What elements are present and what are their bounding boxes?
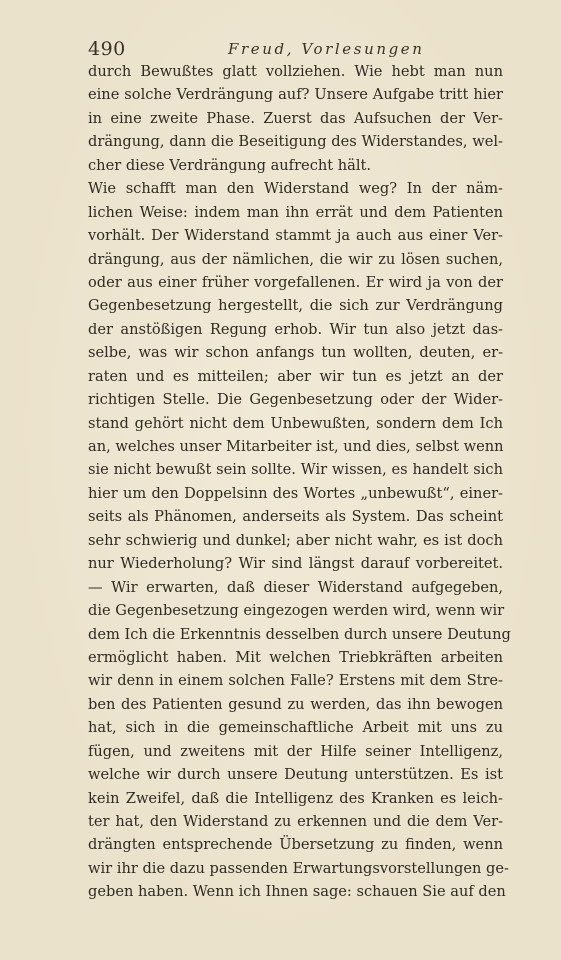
text-line: eine solche Verdrängung auf? Unsere Aufgabe tritt hier [88, 86, 503, 104]
text-line: raten und es mitteilen; aber wir tun es jetzt an der [88, 367, 503, 385]
text-line: wir ihr die dazu passenden Erwartungsvorstellungen ge- [88, 859, 509, 877]
text-line: ter hat, den Widerstand zu erkennen und die dem Ver- [88, 813, 503, 830]
text-line: dem Ich die Erkenntnis desselben durch unsere Deutung [88, 625, 511, 643]
text-line: ben des Patienten gesund zu werden, das ihn bewogen [88, 695, 503, 713]
text-line: cher diese Verdrängung aufrecht hält. [88, 156, 372, 174]
text-line: vorhält. Der Widerstand stammt ja auch aus einer Ver- [88, 227, 503, 245]
text-line: der anstößigen Regung erhob. Wir tun also jetzt das- [88, 320, 503, 338]
text-line: an, welches unser Mitarbeiter ist, und dies, selbst wenn [88, 438, 504, 455]
text-line: Wie schafft man den Widerstand weg? In der näm- [88, 180, 503, 198]
text-line: durch Bewußtes glatt vollziehen. Wie hebt man nun [88, 63, 503, 80]
text-line: drängung, dann die Beseitigung des Widerstandes, wel- [88, 133, 503, 151]
text-line: wir denn in einem solchen Falle? Erstens mit dem Stre- [88, 672, 503, 690]
text-line: drängten entsprechende Übersetzung zu finden, wenn [88, 836, 503, 854]
text-line: nur Wiederholung? Wir sind längst darauf vorbereitet. [88, 555, 503, 573]
text-line: lichen Weise: indem man ihn errät und dem Patienten [88, 203, 503, 221]
page-number: 490 [88, 38, 126, 60]
running-head: Freud, Vorlesungen [228, 40, 425, 58]
text-line: richtigen Stelle. Die Gegenbesetzung oder der Wider- [88, 391, 503, 409]
text-line: sie nicht bewußt sein sollte. Wir wissen, es handelt sich [88, 461, 503, 479]
text-line: welche wir durch unsere Deutung unterstützen. Es ist [88, 766, 503, 784]
text-line: Gegenbesetzung hergestellt, die sich zur Verdrängung [88, 297, 503, 315]
text-line: seits als Phänomen, anderseits als System. Das scheint [88, 508, 503, 526]
text-line: drängung, aus der nämlichen, die wir zu lösen suchen, [88, 250, 503, 268]
text-line: — Wir erwarten, daß dieser Widerstand aufgegeben, [88, 578, 503, 596]
page-header [88, 38, 503, 62]
text-line: sehr schwierig und dunkel; aber nicht wahr, es ist doch [88, 531, 503, 549]
text-line: fügen, und zweitens mit der Hilfe seiner Intelligenz, [88, 742, 503, 760]
text-line: selbe, was wir schon anfangs tun wollten, deuten, er- [88, 344, 503, 362]
text-line: stand gehört nicht dem Unbewußten, sondern dem Ich [88, 414, 503, 432]
text-line: hier um den Doppelsinn des Wortes „unbewußt“, einer- [88, 484, 503, 502]
text-line: ermöglicht haben. Mit welchen Triebkräften arbeiten [88, 648, 503, 666]
text-line: die Gegenbesetzung eingezogen werden wird, wenn wir [88, 602, 505, 620]
text-line: hat, sich in die gemeinschaftliche Arbeit mit uns zu [88, 719, 503, 737]
text-line: oder aus einer früher vorgefallenen. Er wird ja von der [88, 273, 503, 291]
text-line: kein Zweifel, daß die Intelligenz des Kranken es leich- [88, 789, 503, 807]
text-line: in eine zweite Phase. Zuerst das Aufsuchen der Ver- [88, 109, 503, 127]
body-text [88, 60, 511, 904]
text-line: geben haben. Wenn ich Ihnen sage: schauen Sie auf den [88, 883, 506, 901]
